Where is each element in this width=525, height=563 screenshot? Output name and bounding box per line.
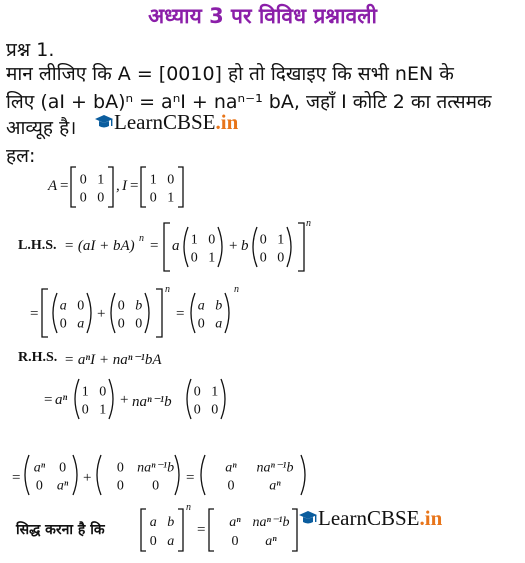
matrix-lhs-1 — [181, 226, 225, 268]
matrix-cell: a — [167, 534, 175, 549]
brand-suffix: .in — [215, 110, 239, 134]
paren-right — [287, 227, 291, 267]
paren-left — [184, 227, 188, 267]
bracket-right — [178, 509, 183, 551]
step3-eq: = — [44, 392, 53, 408]
matrix-cell: a — [77, 316, 85, 332]
brand-name: LearnCBSE — [114, 110, 216, 134]
step3-nan1b: naⁿ⁻¹b — [132, 394, 172, 410]
matrix-step3-2 — [184, 378, 228, 420]
lhs-exp: n — [139, 233, 144, 244]
matrix-cell: 1 — [99, 402, 107, 418]
matrix-cell: a — [149, 515, 157, 531]
matrix-cell: 0 — [167, 172, 175, 188]
page-title: अध्याय 3 पर विविध प्रश्नावली — [148, 4, 377, 28]
matrix-cell: a — [215, 316, 223, 332]
rhs-label: R.H.S. — [18, 350, 58, 365]
matrix-step2-2 — [108, 292, 152, 334]
matrix-cell: b — [167, 515, 175, 531]
bracket-right — [292, 509, 297, 551]
matrix-cell: a — [197, 298, 205, 314]
matrix-step4-1 — [22, 454, 80, 496]
matrix-cell: 0 — [59, 460, 67, 476]
step2-exp: n — [165, 284, 170, 295]
paren-left — [25, 455, 29, 495]
step2-bracket-left — [40, 288, 50, 338]
matrix-cell: 0 — [81, 402, 89, 418]
question-line-2: लिए (aI + bA)ⁿ = aⁿI + naⁿ⁻¹ bA, जहाँ I कोटि 2 का तत्समक — [6, 91, 492, 113]
paren-right — [225, 293, 229, 333]
matrix-cell: aⁿ — [225, 460, 237, 476]
matrix-step4-2 — [94, 454, 182, 496]
matrix-cell: 0 — [259, 232, 267, 248]
def-I-eq: = — [130, 178, 139, 194]
matrix-cell: 0 — [197, 316, 205, 332]
def-I-name: I — [122, 178, 127, 194]
bracket-left — [71, 167, 76, 207]
step3-plus: + — [120, 392, 129, 408]
step2-eq2: = — [176, 306, 185, 322]
matrix-conclusion-2 — [208, 508, 298, 552]
paren-right — [221, 379, 225, 419]
matrix-cell: 0 — [211, 402, 219, 418]
paren-left — [75, 379, 79, 419]
step2-bracket-right — [154, 288, 164, 338]
matrix-cell: naⁿ⁻¹b — [137, 460, 175, 476]
paren-left — [201, 455, 205, 495]
paren-left — [253, 227, 257, 267]
matrix-cell: naⁿ⁻¹b — [256, 460, 294, 476]
matrix-cell: 0 — [117, 316, 125, 332]
graduation-cap-icon — [298, 508, 318, 526]
conclusion-eq: = — [197, 522, 206, 538]
matrix-cell: aⁿ — [229, 515, 241, 531]
matrix-cell: 0 — [59, 316, 67, 332]
matrix-cell: 1 — [167, 190, 175, 206]
matrix-cell: b — [135, 298, 143, 314]
matrix-lhs-2 — [250, 226, 294, 268]
matrix-cell: 0 — [99, 384, 107, 400]
solution-label: हल: — [6, 145, 36, 167]
matrix-cell: aⁿ — [33, 460, 46, 476]
lhs-bracket-left — [162, 222, 172, 272]
matrix-cell: 0 — [116, 460, 124, 476]
matrix-cell: 1 — [149, 172, 157, 188]
bracket-right — [108, 167, 113, 207]
matrix-step3-1 — [72, 378, 116, 420]
lhs-plus: + — [229, 238, 238, 254]
brand-watermark — [94, 110, 238, 135]
paren-right — [218, 227, 222, 267]
matrix-A — [70, 166, 114, 208]
paren-right — [175, 455, 179, 495]
paren-left — [97, 455, 101, 495]
matrix-cell: 0 — [79, 172, 87, 188]
matrix-cell: 0 — [190, 250, 198, 266]
brand-suffix: .in — [419, 506, 443, 530]
matrix-cell: aⁿ — [265, 534, 277, 549]
matrix-cell: 0 — [35, 478, 43, 494]
brand-watermark-2 — [298, 506, 442, 531]
matrix-step4-3 — [198, 454, 308, 496]
paren-left — [191, 293, 195, 333]
lhs-outer-exp: n — [306, 218, 311, 229]
matrix-step2-1 — [50, 292, 94, 334]
matrix-cell: naⁿ⁻¹b — [252, 515, 290, 531]
matrix-cell: 1 — [211, 384, 219, 400]
matrix-cell: 0 — [227, 478, 235, 494]
matrix-cell: 0 — [97, 190, 105, 206]
step4-eq1: = — [12, 470, 21, 486]
matrix-cell: 0 — [117, 298, 125, 314]
bracket-left — [141, 509, 146, 551]
step3-an: aⁿ — [55, 392, 68, 408]
matrix-cell: 1 — [277, 232, 285, 248]
def-A-name: A — [48, 178, 58, 194]
def-comma: , — [116, 178, 120, 194]
matrix-cell: 0 — [77, 298, 85, 314]
question-line-1: मान लीजिए कि A = [0010] हो तो दिखाइए कि सभी nEN के — [6, 63, 454, 85]
step4-eq2: = — [186, 470, 195, 486]
bracket-right — [178, 167, 183, 207]
matrix-cell: 1 — [190, 232, 198, 248]
matrix-cell: 1 — [97, 172, 105, 188]
matrix-cell: 0 — [135, 316, 143, 332]
paren-left — [187, 379, 191, 419]
matrix-cell: aⁿ — [269, 478, 281, 494]
paren-right — [73, 455, 77, 495]
step2-plus: + — [97, 306, 106, 322]
conclusion-text: सिद्ध करना है कि — [16, 522, 105, 538]
brand-name: LearnCBSE — [318, 506, 420, 530]
paren-left — [111, 293, 115, 333]
step2-exp-2: n — [234, 284, 239, 295]
matrix-cell: 0 — [79, 190, 87, 206]
lhs-label: L.H.S. — [18, 238, 57, 253]
matrix-cell: 0 — [277, 250, 285, 266]
paren-right — [145, 293, 149, 333]
matrix-conclusion-1 — [140, 508, 184, 552]
conclusion-exp: n — [186, 502, 191, 513]
matrix-cell: 0 — [231, 534, 239, 549]
step4-plus: + — [83, 470, 92, 486]
matrix-cell: 0 — [152, 478, 160, 494]
lhs-b: b — [241, 238, 249, 254]
lhs-bracket-right — [296, 222, 306, 272]
paren-right — [301, 455, 305, 495]
paren-left — [53, 293, 57, 333]
matrix-cell: 0 — [149, 534, 157, 549]
graduation-cap-icon — [94, 112, 114, 130]
matrix-cell: 0 — [259, 250, 267, 266]
paren-right — [87, 293, 91, 333]
matrix-cell: b — [215, 298, 223, 314]
matrix-cell: 0 — [208, 232, 216, 248]
lhs-eq: = — [150, 238, 159, 254]
matrix-cell: 0 — [193, 402, 201, 418]
matrix-cell: 0 — [193, 384, 201, 400]
lhs-expr: = (aI + bA) — [64, 238, 135, 254]
matrix-cell: 0 — [149, 190, 157, 206]
paren-right — [109, 379, 113, 419]
matrix-cell: a — [59, 298, 67, 314]
matrix-cell: aⁿ — [56, 478, 69, 494]
matrix-cell: 1 — [81, 384, 89, 400]
matrix-I — [140, 166, 184, 208]
matrix-cell: 1 — [208, 250, 216, 266]
def-A-eq: = — [60, 178, 69, 194]
lhs-a: a — [172, 238, 180, 254]
bracket-left — [209, 509, 214, 551]
step2-eq1: = — [30, 306, 39, 322]
matrix-step2-3 — [188, 292, 232, 334]
bracket-left — [141, 167, 146, 207]
question-label: प्रश्न 1. — [6, 39, 55, 61]
question-line-3: आव्यूह है। — [6, 117, 77, 139]
rhs-expr: = aⁿI + naⁿ⁻¹bA — [64, 352, 162, 368]
matrix-cell: 0 — [116, 478, 124, 494]
